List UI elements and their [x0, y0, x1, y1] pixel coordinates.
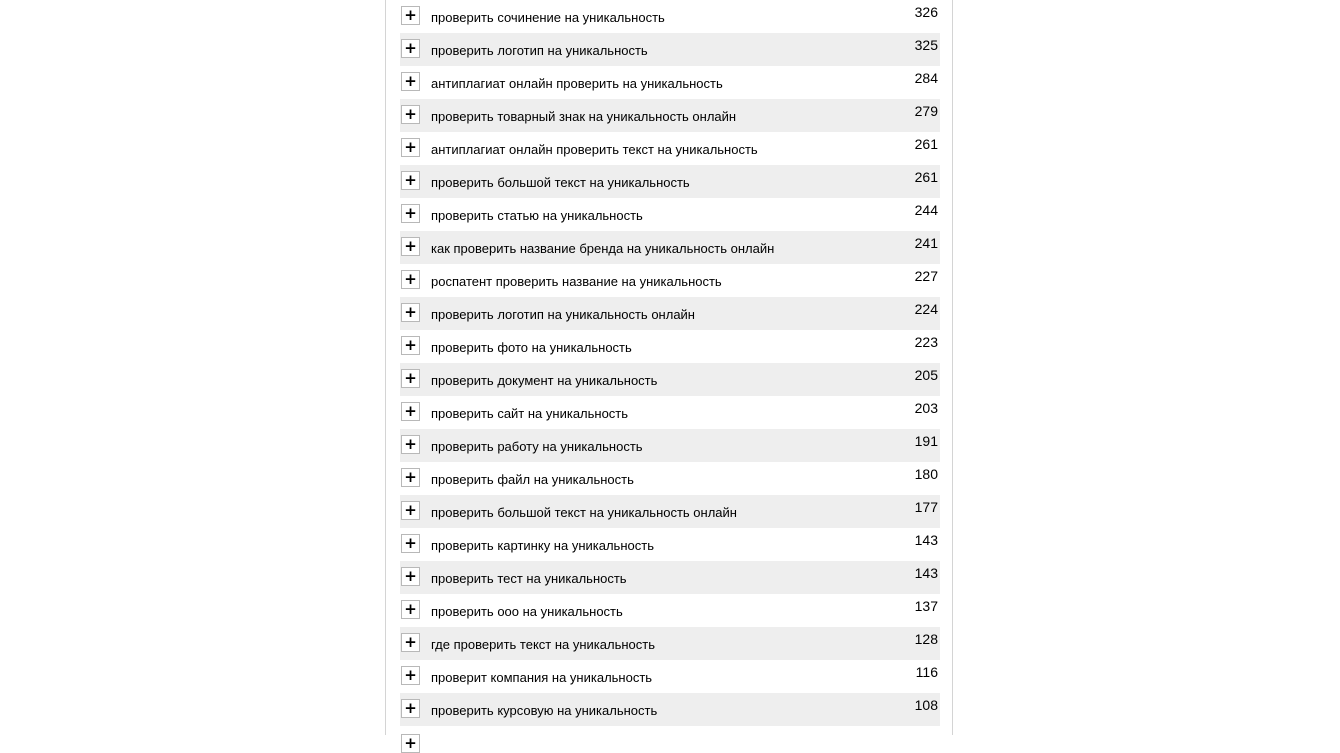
keyword-count: 241 — [914, 235, 938, 251]
keyword-phrase: проверить статью на уникальность — [431, 208, 643, 223]
keyword-count: 108 — [914, 697, 938, 713]
keyword-row — [400, 561, 940, 594]
keyword-row — [400, 99, 940, 132]
keyword-phrase: проверить файл на уникальность — [431, 472, 634, 487]
keyword-phrase: проверить курсовую на уникальность — [431, 703, 658, 718]
add-keyword-button[interactable]: + — [401, 501, 420, 520]
keyword-phrase: проверить тест на уникальность — [431, 571, 627, 586]
keyword-count: 180 — [914, 466, 938, 482]
add-keyword-button[interactable]: + — [401, 138, 420, 157]
keyword-count: 205 — [914, 367, 938, 383]
keyword-count: 284 — [914, 70, 938, 86]
keyword-phrase: проверить работу на уникальность — [431, 439, 643, 454]
keyword-phrase: проверить товарный знак на уникальность онлайн — [431, 109, 737, 124]
keyword-row — [400, 264, 940, 297]
keyword-row — [400, 132, 940, 165]
keyword-row — [400, 231, 940, 264]
keyword-count: 137 — [914, 598, 938, 614]
keyword-count: 116 — [915, 664, 938, 680]
keyword-row — [400, 396, 940, 429]
add-keyword-button[interactable]: + — [401, 303, 420, 322]
keyword-phrase: проверить документ на уникальность — [431, 373, 658, 388]
keyword-count: 191 — [914, 433, 938, 449]
keyword-count: 224 — [914, 301, 938, 317]
keyword-phrase: антиплагиат онлайн проверить текст на уникальность — [431, 142, 758, 157]
keyword-count: 279 — [914, 103, 938, 119]
keyword-list — [400, 0, 940, 752]
keyword-phrase: проверить картинку на уникальность — [431, 538, 654, 553]
keyword-row — [400, 198, 940, 231]
keyword-row — [400, 66, 940, 99]
keyword-count: 203 — [914, 400, 938, 416]
add-keyword-button[interactable]: + — [401, 171, 420, 190]
keyword-phrase: проверить большой текст на уникальность — [431, 175, 690, 190]
add-keyword-button[interactable]: + — [401, 72, 420, 91]
keyword-row — [400, 33, 940, 66]
keyword-row — [400, 165, 940, 198]
keyword-phrase: антиплагиат онлайн проверить на уникальность — [431, 76, 723, 91]
keyword-count: 128 — [914, 631, 938, 647]
add-keyword-button[interactable]: + — [401, 237, 420, 256]
add-keyword-button[interactable]: + — [401, 734, 420, 753]
keyword-phrase: где проверить текст на уникальность — [431, 637, 656, 652]
keyword-phrase: роспатент проверить название на уникальность — [431, 274, 722, 289]
keyword-row — [400, 363, 940, 396]
add-keyword-button[interactable]: + — [401, 39, 420, 58]
keyword-row — [400, 528, 940, 561]
add-keyword-button[interactable]: + — [401, 336, 420, 355]
keyword-phrase: проверить логотип на уникальность — [431, 43, 648, 58]
keyword-row — [400, 297, 940, 330]
add-keyword-button[interactable]: + — [401, 105, 420, 124]
add-keyword-button[interactable]: + — [401, 666, 420, 685]
add-keyword-button[interactable]: + — [401, 402, 420, 421]
keyword-count: 325 — [914, 37, 938, 53]
keyword-phrase: проверит компания на уникальность — [431, 670, 653, 685]
add-keyword-button[interactable]: + — [401, 567, 420, 586]
add-keyword-button[interactable]: + — [401, 600, 420, 619]
keyword-count: 326 — [914, 4, 938, 20]
keyword-count: 223 — [914, 334, 938, 350]
add-keyword-button[interactable]: + — [401, 204, 420, 223]
keyword-phrase: как проверить название бренда на уникальность онлайн — [431, 241, 775, 256]
keyword-count: 143 — [914, 532, 938, 548]
keyword-phrase: проверить большой текст на уникальность онлайн — [431, 505, 737, 520]
keyword-row — [400, 726, 940, 752]
keyword-count: 261 — [914, 169, 938, 185]
add-keyword-button[interactable]: + — [401, 468, 420, 487]
keyword-row — [400, 462, 940, 495]
keyword-phrase: проверить сочинение на уникальность — [431, 10, 665, 25]
keyword-row — [400, 693, 940, 726]
keyword-row — [400, 495, 940, 528]
keyword-count: 143 — [914, 565, 938, 581]
keyword-phrase: проверить логотип на уникальность онлайн — [431, 307, 695, 322]
keyword-row — [400, 594, 940, 627]
add-keyword-button[interactable]: + — [401, 369, 420, 388]
keyword-row — [400, 660, 940, 693]
keyword-phrase: проверить фото на уникальность — [431, 340, 632, 355]
keyword-row — [400, 627, 940, 660]
keyword-count: 261 — [914, 136, 938, 152]
add-keyword-button[interactable]: + — [401, 6, 420, 25]
add-keyword-button[interactable]: + — [401, 270, 420, 289]
add-keyword-button[interactable]: + — [401, 633, 420, 652]
keyword-row — [400, 330, 940, 363]
add-keyword-button[interactable]: + — [401, 534, 420, 553]
keyword-count: 227 — [914, 268, 938, 284]
keyword-phrase: проверить ооо на уникальность — [431, 604, 623, 619]
keyword-row — [400, 429, 940, 462]
keyword-results-panel — [385, 0, 953, 752]
keyword-count: 244 — [914, 202, 938, 218]
keyword-count: 177 — [914, 499, 938, 515]
keyword-row — [400, 0, 940, 33]
keyword-phrase: проверить сайт на уникальность — [431, 406, 629, 421]
add-keyword-button[interactable]: + — [401, 699, 420, 718]
add-keyword-button[interactable]: + — [401, 435, 420, 454]
